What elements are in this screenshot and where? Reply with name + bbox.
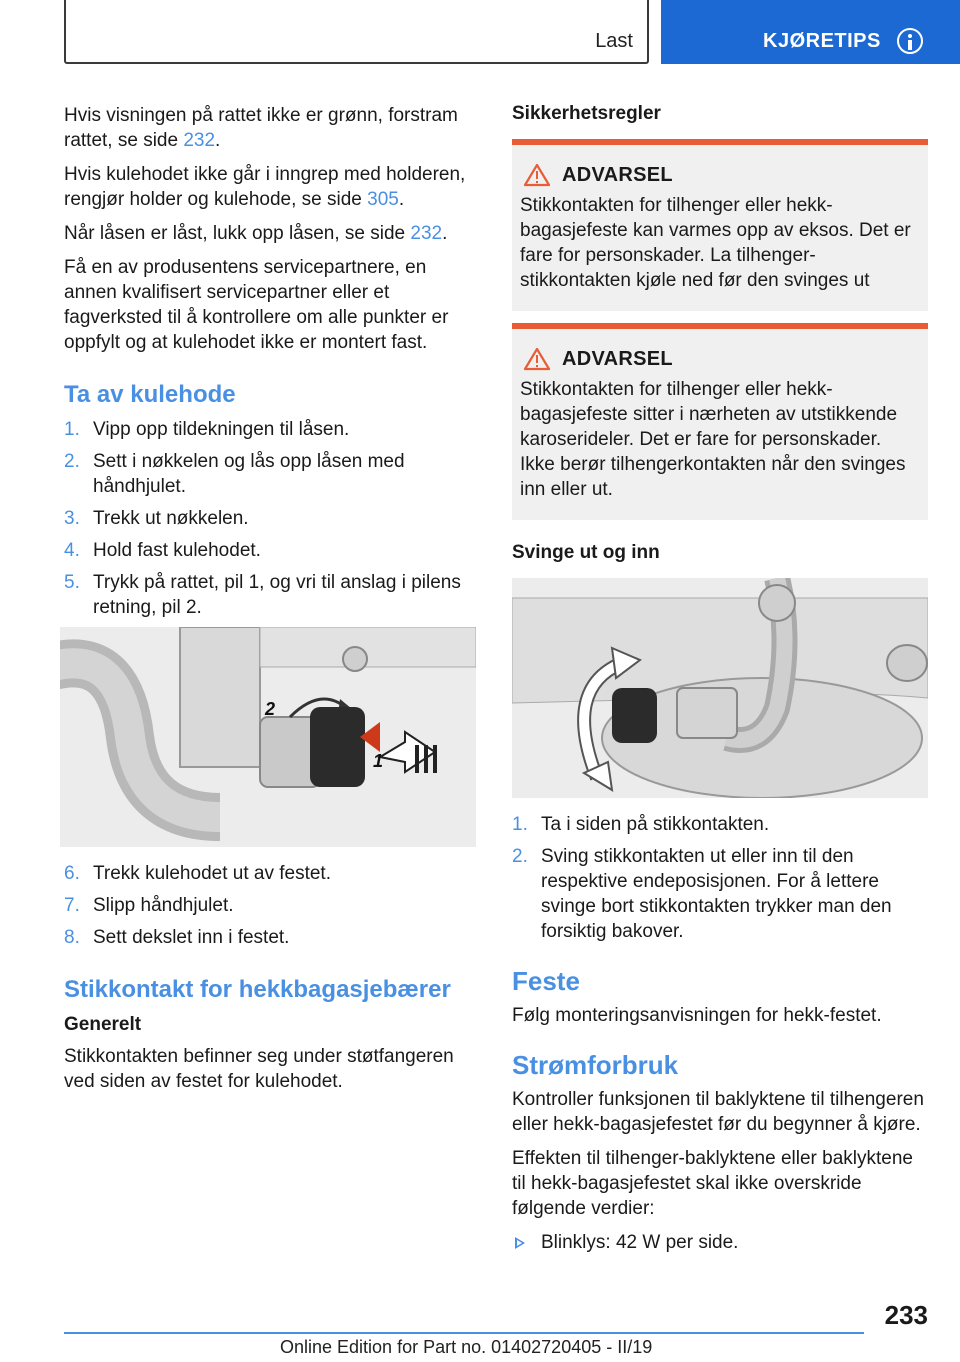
heading-remove-ball: Ta av kulehode [64,381,236,408]
heading-socket: Stikkontakt for hekkbagasjebærer [64,976,451,1003]
warning-box [512,323,928,520]
paragraph: Hvis kulehodet ikke går i inngrep med holderen, rengjør holder og kulehode, se side 305. [64,164,466,210]
header-chapter-label: KJØRETIPS [763,30,881,52]
paragraph: Effekten til tilhenger-baklyktene eller baklyktene til hekk-bagasjefestet skal ikke overskride følgende verdier: [512,1148,913,1219]
figure-socket-swing [512,578,928,798]
steps-remove-list-continued [64,861,476,950]
page-link[interactable]: 232 [183,130,216,151]
header-section-label: Last [595,30,633,52]
page-link[interactable]: 232 [410,223,443,244]
figure-label-1: 1 [373,751,384,771]
paragraph-text: Hvis visningen på rattet ikke er grønn, forstram rattet, se side [64,105,458,151]
ball-head-illustration [60,627,476,847]
list-item [64,893,476,918]
warning-triangle-icon [524,347,550,371]
figure-ball-head-lock [60,627,476,847]
step-text: Trekk kulehodet ut av festet. [93,863,331,884]
paragraph-text: Når låsen er låst, lukk opp låsen, se side [64,223,411,244]
figure-label-2: 2 [265,699,276,719]
step-number: 2. [64,451,80,472]
step-number: 3. [64,508,80,529]
warning-box [512,139,928,311]
step-text: Sett dekslet inn i festet. [93,927,290,948]
list-item [64,570,476,620]
paragraph: Stikkontakten befinner seg under støtfangeren ved siden av festet for kulehodet. [64,1046,454,1092]
paragraph-text: Hvis kulehodet ikke går i inngrep med holderen, rengjør holder og kulehode, se side [64,164,466,210]
warning-text: Stikkontakten for tilhenger eller hekk-bagasjefeste kan varmes opp av eksos. Det er fare for personskader. La tilhenger-stikkontakten kjøle ned før den svinges ut [520,195,911,291]
step-text: Vipp opp tildekningen til låsen. [93,419,350,440]
bullet-text: Blinklys: 42 W per side. [541,1232,739,1253]
list-item [64,925,476,950]
step-number: 7. [64,895,80,916]
list-item [64,538,476,563]
triangle-bullet-icon [515,1237,525,1249]
step-text: Sving stikkontakten ut eller inn til den respektive endeposisjonen. For å lettere svinge bort stikkontakten trykker man den forsiktig bakover. [541,846,892,942]
heading-safety: Sikkerhetsregler [512,103,661,124]
heading-general: Generelt [64,1014,142,1035]
footer-edition: Online Edition for Part no. 01402720405 - II/19 [280,1337,653,1357]
step-number: 5. [64,572,80,593]
step-text: Trekk ut nøkkelen. [93,508,249,529]
paragraph: Når låsen er låst, lukk opp låsen, se side 232. [64,223,448,244]
paragraph: Få en av produsentens servicepartnere, en annen kvalifisert servicepartner eller et fagverksted til å kontrollere om alle punkter er oppfylt og at kulehodet ikke er montert fast. [64,257,449,353]
heading-power: Strømforbruk [512,1050,679,1080]
steps-swing-list [512,812,928,944]
step-number: 1. [512,814,528,835]
bullet-list [512,1230,928,1255]
list-item [512,1230,928,1255]
step-text: Ta i siden på stikkontakten. [541,814,770,835]
info-icon[interactable] [897,28,923,54]
step-number: 6. [64,863,80,884]
step-number: 2. [512,846,528,867]
paragraph: Følg monteringsanvisningen for hekk-festet. [512,1005,882,1026]
step-text: Sett i nøkkelen og lås opp låsen med håndhjulet. [93,451,405,497]
footer-divider [64,1332,864,1334]
page-number: 233 [884,1300,928,1330]
paragraph: Hvis visningen på rattet ikke er grønn, forstram rattet, se side 232. [64,105,458,151]
list-item [64,449,476,499]
socket-swing-illustration [512,578,928,798]
list-item [64,506,476,531]
right-column [512,103,928,1262]
step-text: Slipp håndhjulet. [93,895,234,916]
warning-header [520,163,920,187]
step-number: 4. [64,540,80,561]
list-item [512,844,928,944]
heading-swing: Svinge ut og inn [512,542,660,563]
header-section-box [64,0,649,64]
warning-text: Stikkontakten for tilhenger eller hekk-bagasjefeste sitter i nærheten av utstikkende karoserideler. Det er fare for personskader. Ikke berør tilhengerkontakten når den svinges inn eller ut. [520,379,906,500]
warning-title: ADVARSEL [562,347,673,370]
step-number: 1. [64,419,80,440]
list-item [512,812,928,837]
warning-header [520,347,920,371]
header-chapter-tab[interactable] [661,0,960,64]
list-item [64,417,476,442]
page-link[interactable]: 305 [367,189,399,210]
list-item [64,861,476,886]
paragraph: Kontroller funksjonen til baklyktene til tilhengeren eller hekk-bagasjefestet før du begynner å kjøre. [512,1089,924,1135]
step-text: Trykk på rattet, pil 1, og vri til anslag i pilens retning, pil 2. [93,572,461,618]
steps-remove-list [64,417,476,620]
warning-title: ADVARSEL [562,163,673,186]
step-text: Hold fast kulehodet. [93,540,261,561]
warning-triangle-icon [524,163,550,187]
step-number: 8. [64,927,80,948]
left-column [64,103,476,1103]
heading-mount: Feste [512,966,580,996]
